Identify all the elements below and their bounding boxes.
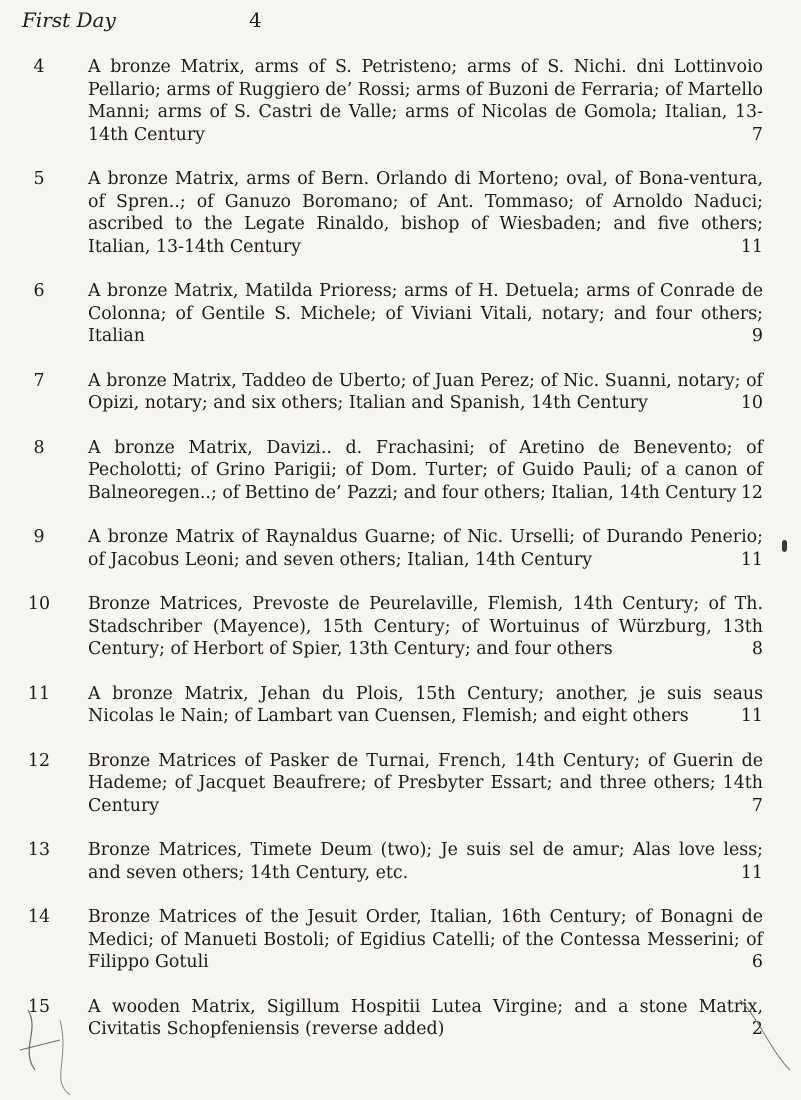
- lot-description: Bronze Matrices of Pasker de Turnai, French, 14th Century; of Guerin de Hademe; of Jacquet Beaufrere; of Presbyter Essart; and three others; 14th Century: [88, 750, 763, 816]
- lot-item-count: 8: [751, 639, 763, 659]
- lot-number: 10: [27, 594, 51, 614]
- lot-item-count: 7: [751, 795, 763, 816]
- lot-list: [0, 56, 801, 1063]
- lot-entry: [27, 683, 763, 728]
- lot-number: 8: [33, 437, 45, 458]
- lot-number: 9: [33, 527, 45, 547]
- lot-description: Bronze Matrices of the Jesuit Order, Italian, 16th Century; of Bonagni de Medici; of Manueti Bostoli; of Egidius Catelli; of the Contessa Messerini; of Filippo Gotuli: [88, 907, 763, 972]
- lot-number: 12: [27, 750, 51, 771]
- page-title: First Day: [22, 8, 116, 32]
- lot-description: A wooden Matrix, Sigillum Hospitii Lutea Virgine; and a stone Matrix, Civitatis Schopfeniensis (reverse added): [88, 996, 763, 1039]
- lot-number: 13: [27, 840, 51, 860]
- lot-entry: [33, 56, 763, 146]
- lot-entry: [33, 168, 763, 258]
- lot-item-count: 2: [751, 1019, 763, 1039]
- lot-item-count: 11: [740, 862, 763, 883]
- lot-description: A bronze Matrix, Davizi.. d. Frachasini; of Aretino de Benevento; of Pecholotti; of Grino Parigii; of Dom. Turter; of Guido Pauli; of a canon of Balneoregen..; of Bettino de’ Pazzi; and four others; Italian, 14th Century: [88, 437, 763, 503]
- lot-entry: [27, 996, 763, 1041]
- lot-number: 11: [27, 683, 51, 704]
- lot-description: A bronze Matrix, Taddeo de Uberto; of Juan Perez; of Nic. Suanni, notary; of Opizi, notary; and six others; Italian and Spanish, 14th Century: [88, 370, 763, 413]
- lot-item-count: 7: [751, 124, 763, 145]
- lot-item-count: 12: [740, 482, 763, 503]
- lot-entry: [33, 370, 763, 415]
- lot-entry: [27, 750, 763, 818]
- lot-item-count: 10: [740, 393, 763, 413]
- lot-number: 7: [33, 370, 45, 391]
- lot-description: A bronze Matrix, Jehan du Plois, 15th Century; another, je suis seaus Nicolas le Nain; of Lambart van Cuensen, Flemish; and eight others: [88, 683, 763, 726]
- lot-description: Bronze Matrices, Prevoste de Peurelaville, Flemish, 14th Century; of Th. Stadschriber (Mayence), 15th Century; of Wortuinus of Würzburg, 13th Century; of Herbort of Spier, 13th Century; and four others: [88, 594, 763, 659]
- page-number: 4: [249, 8, 262, 32]
- lot-description: A bronze Matrix, Matilda Prioress; arms of H. Detuela; arms of Conrade de Colonna; of Gentile S. Michele; of Viviani Vitali, notary; and four others; Italian: [88, 281, 763, 346]
- lot-number: 4: [33, 57, 45, 77]
- lot-entry: [27, 839, 763, 884]
- lot-item-count: 11: [740, 549, 763, 570]
- margin-mark: [782, 540, 787, 552]
- lot-item-count: 11: [740, 706, 763, 726]
- lot-entry: [33, 280, 763, 348]
- lot-entry: [27, 593, 763, 661]
- lot-description: A bronze Matrix of Raynaldus Guarne; of Nic. Urselli; of Durando Penerio; of Jacobus Leoni; and seven others; Italian, 14th Century: [88, 527, 763, 570]
- lot-entry: [33, 437, 763, 505]
- lot-description: A bronze Matrix, arms of Bern. Orlando di Morteno; oval, of Bona-ventura, of Spren..; of Ganuzo Boromano; of Ant. Tommaso; of Arnoldo Naduci; ascribed to the Legate Rinaldo, bishop of Wiesbaden; and five others; Italian, 13-14th Century: [88, 169, 763, 257]
- lot-description: Bronze Matrices, Timete Deum (two); Je suis sel de amur; Alas love less; and seven others; 14th Century, etc.: [88, 840, 763, 883]
- lot-number: 5: [33, 169, 45, 189]
- lot-description: A bronze Matrix, arms of S. Petristeno; arms of S. Nichi. dni Lottinvoio Pellario; arms of Ruggiero de’ Rossi; arms of Buzoni de Ferraria; of Martello Manni; arms of S. Castri de Valle; arms of Nicolas de Gomola; Italian, 13-14th Century: [88, 57, 763, 145]
- lot-number: 6: [33, 281, 45, 301]
- lot-item-count: 9: [751, 326, 763, 346]
- lot-number: 14: [27, 907, 51, 927]
- lot-item-count: 11: [740, 236, 763, 257]
- lot-number: 15: [27, 996, 51, 1017]
- lot-entry: [33, 526, 763, 571]
- lot-entry: [27, 906, 763, 974]
- page-header: [22, 8, 761, 34]
- lot-item-count: 6: [751, 952, 763, 972]
